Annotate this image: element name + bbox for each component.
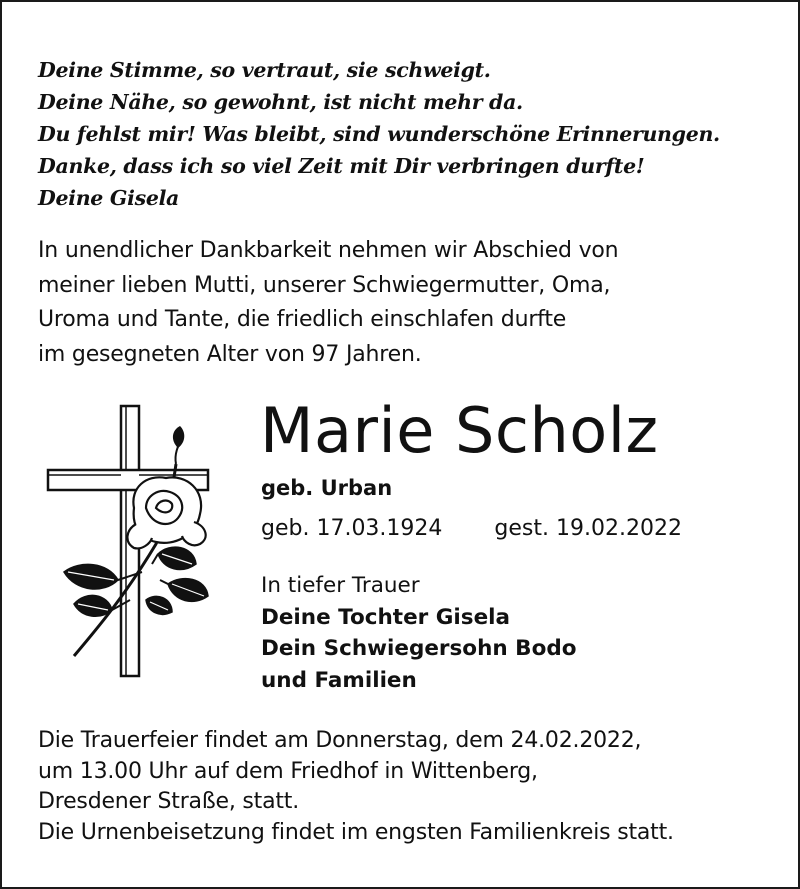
intro-line: im gesegneten Alter von 97 Jahren. xyxy=(38,341,422,367)
poem-line: Du fehlst mir! Was bleibt, sind wunderschöne Erinnerungen. xyxy=(38,122,720,146)
poem-line: Deine Stimme, so vertraut, sie schweigt. xyxy=(38,58,491,82)
poem-line: Deine Nähe, so gewohnt, ist nicht mehr da. xyxy=(38,90,523,114)
funeral-line: Die Urnenbeisetzung findet im engsten Familienkreis statt. xyxy=(38,819,674,845)
poem-line: Danke, dass ich so viel Zeit mit Dir verbringen durfte! xyxy=(38,154,645,178)
funeral-info xyxy=(38,726,674,848)
death-date: gest. 19.02.2022 xyxy=(494,516,682,541)
mourner-line: Dein Schwiegersohn Bodo xyxy=(261,636,577,661)
poem-signature: Deine Gisela xyxy=(38,186,180,210)
intro-line: Uroma und Tante, die friedlich einschlafen durfte xyxy=(38,307,567,332)
birth-date: geb. 17.03.1924 xyxy=(261,516,443,541)
maiden-name: geb. Urban xyxy=(261,476,393,500)
mourner-line: und Familien xyxy=(261,667,417,693)
funeral-line: um 13.00 Uhr auf dem Friedhof in Wittenberg, xyxy=(38,758,538,784)
funeral-line: Dresdener Straße, statt. xyxy=(38,789,300,814)
mourners-heading: In tiefer Trauer xyxy=(261,573,420,598)
mourners xyxy=(261,570,577,696)
life-dates xyxy=(261,513,682,545)
deceased-name: Marie Scholz xyxy=(260,394,659,467)
intro-line: meiner lieben Mutti, unserer Schwiegermutter, Oma, xyxy=(38,272,611,298)
intro-line: In unendlicher Dankbarkeit nehmen wir Abschied von xyxy=(38,238,619,263)
intro-text xyxy=(38,234,618,372)
mourner-line: Deine Tochter Gisela xyxy=(261,604,511,630)
poem xyxy=(38,54,720,214)
funeral-line: Die Trauerfeier findet am Donnerstag, dem 24.02.2022, xyxy=(38,728,642,753)
cross-with-rose-icon xyxy=(46,404,216,684)
